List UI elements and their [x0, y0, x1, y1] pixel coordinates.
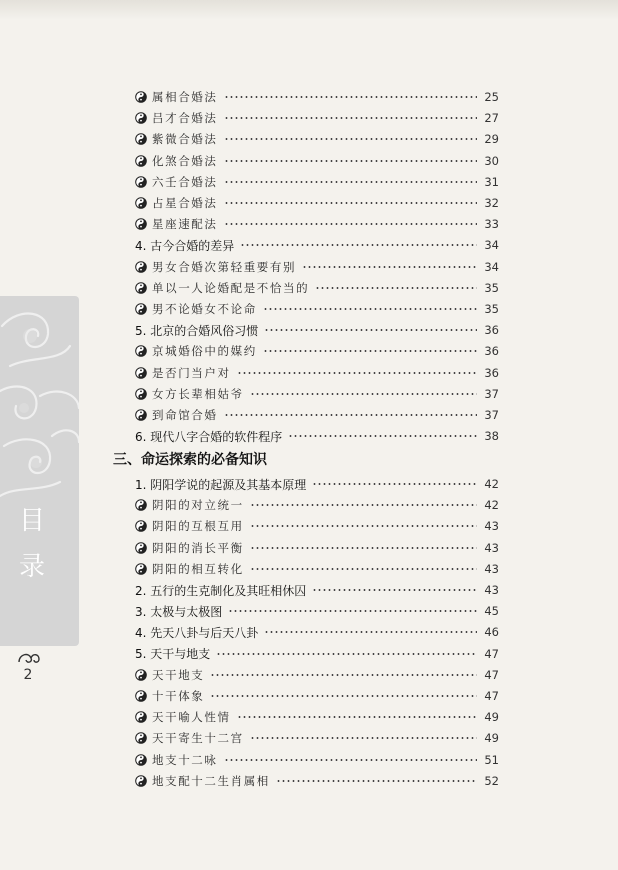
toc-title-char-2: 录 — [18, 552, 45, 582]
folio-ornament-icon — [17, 650, 41, 666]
toc-heading-row — [135, 235, 499, 255]
taiji-bullet-icon — [135, 563, 147, 575]
toc-entry-label: 是否门当户对 — [152, 365, 231, 380]
toc-entry-label: 紫微合婚法 — [152, 132, 218, 147]
toc-entry-label: 天干寄生十二宫 — [152, 731, 244, 746]
dot-leader — [276, 780, 477, 782]
toc-subentry-row — [135, 495, 499, 515]
dot-leader — [216, 653, 477, 655]
toc-entry-label: 六壬合婚法 — [152, 174, 218, 189]
taiji-bullet-icon — [135, 261, 147, 273]
toc-page-number: 25 — [484, 90, 499, 104]
taiji-bullet-icon — [135, 345, 147, 357]
taiji-bullet-icon — [135, 520, 147, 532]
toc-page-number: 35 — [484, 280, 499, 295]
dot-leader — [264, 631, 477, 633]
toc-subentry-row — [135, 665, 499, 685]
taiji-bullet-icon — [135, 388, 147, 400]
dot-leader — [250, 393, 477, 395]
toc-entry-label: 2. 五行的生克制化及其旺相休囚 — [135, 583, 307, 598]
toc-entry-label: 单以一人论婚配是不恰当的 — [152, 280, 310, 295]
toc-entry-label: 阴阳的消长平衡 — [152, 540, 244, 555]
toc-page-number: 42 — [484, 498, 499, 513]
page-top-edge — [0, 0, 618, 20]
taiji-bullet-icon — [135, 197, 147, 209]
toc-page-number: 51 — [484, 752, 499, 767]
toc-page-number: 36 — [484, 365, 499, 380]
toc-subentry-row — [135, 151, 499, 171]
taiji-bullet-icon — [135, 409, 147, 421]
toc-page-number: 34 — [484, 238, 499, 253]
toc-heading-row — [135, 622, 499, 642]
dot-leader — [263, 350, 477, 352]
toc-entry-label: 男不论婚女不论命 — [152, 302, 257, 316]
dot-leader — [224, 202, 478, 204]
taiji-bullet-icon — [135, 176, 147, 188]
dot-leader — [250, 737, 477, 739]
toc-entry-label: 阴阳的相互转化 — [152, 561, 244, 576]
taiji-bullet-icon — [135, 732, 147, 744]
toc-heading-row — [135, 644, 499, 664]
toc-entry-label: 天干地支 — [152, 667, 205, 682]
toc-entry-label: 星座速配法 — [152, 217, 218, 232]
dot-leader — [240, 244, 477, 246]
dot-leader — [264, 329, 477, 331]
toc-entry-label: 4. 先天八卦与后天八卦 — [135, 625, 259, 640]
toc-page-number: 27 — [484, 111, 499, 126]
cloud-pattern-decoration — [0, 296, 79, 646]
side-tab — [0, 296, 79, 646]
toc-subentry-row — [135, 405, 499, 425]
dot-leader — [224, 414, 478, 416]
taiji-bullet-icon — [135, 711, 147, 723]
dot-leader — [224, 181, 478, 183]
taiji-bullet-icon — [135, 155, 147, 167]
taiji-bullet-icon — [135, 112, 147, 124]
taiji-bullet-icon — [135, 499, 147, 511]
toc-page-number: 43 — [484, 561, 499, 576]
toc-subentry-row — [135, 538, 499, 558]
toc-entry-label: 十干体象 — [152, 689, 205, 703]
toc-page-number: 30 — [484, 153, 499, 168]
toc-subentry-row — [135, 299, 499, 319]
toc-page-number: 31 — [484, 174, 499, 189]
taiji-bullet-icon — [135, 303, 147, 315]
toc-page-number: 47 — [484, 646, 499, 661]
toc-entry-label: 地支十二咏 — [152, 752, 218, 767]
toc-page-number: 29 — [484, 132, 499, 147]
toc-page-number: 45 — [484, 604, 499, 619]
taiji-bullet-icon — [135, 542, 147, 554]
dot-leader — [237, 372, 477, 374]
toc-subentry-row — [135, 214, 499, 234]
toc-page-number: 32 — [484, 196, 499, 210]
toc-title-char-1: 目 — [18, 506, 45, 536]
toc-page-number: 37 — [484, 408, 499, 422]
toc-heading-row — [135, 580, 499, 600]
dot-leader — [237, 716, 477, 718]
dot-leader — [224, 160, 478, 162]
toc-heading-row — [135, 426, 499, 446]
dot-leader — [224, 759, 478, 761]
taiji-bullet-icon — [135, 367, 147, 379]
toc-page-number: 33 — [484, 217, 499, 232]
toc-subentry-row — [135, 516, 499, 536]
toc-entry-label: 京城婚俗中的媒约 — [152, 344, 257, 359]
toc-subentry-row — [135, 257, 499, 277]
toc-entry-label: 阴阳的对立统一 — [152, 498, 244, 513]
toc-entry-label: 地支配十二生肖属相 — [152, 773, 270, 788]
taiji-bullet-icon — [135, 690, 147, 702]
taiji-bullet-icon — [135, 91, 147, 103]
toc-entry-label: 属相合婚法 — [152, 90, 218, 104]
toc-subentry-row — [135, 87, 499, 107]
taiji-bullet-icon — [135, 218, 147, 230]
toc-page-number: 43 — [484, 540, 499, 555]
toc-subentry-row — [135, 750, 499, 770]
section-3-title: 三、命运探索的必备知识 — [113, 452, 267, 468]
toc-subentry-row — [135, 728, 499, 748]
toc-subentry-row — [135, 363, 499, 383]
taiji-bullet-icon — [135, 133, 147, 145]
dot-leader — [224, 138, 478, 140]
toc-entry-label: 6. 现代八字合婚的软件程序 — [135, 429, 283, 444]
toc-subentry-row — [135, 341, 499, 361]
toc-page-number: 34 — [484, 259, 499, 274]
toc-page-number: 49 — [484, 710, 499, 725]
toc-entry-label: 到命馆合婚 — [152, 408, 218, 422]
toc-subentry-row — [135, 278, 499, 298]
toc-subentry-row — [135, 559, 499, 579]
toc-entry-label: 3. 太极与太极图 — [135, 604, 223, 619]
toc-page-number: 36 — [484, 344, 499, 359]
toc-entry-label: 化煞合婚法 — [152, 153, 218, 168]
toc-page-number: 46 — [484, 625, 499, 640]
toc-page-number: 38 — [484, 429, 499, 444]
toc-page-number: 37 — [484, 386, 499, 401]
dot-leader — [228, 610, 477, 612]
dot-leader — [250, 547, 477, 549]
dot-leader — [210, 674, 477, 676]
toc-subentry-row — [135, 193, 499, 213]
toc-subentry-row — [135, 384, 499, 404]
taiji-bullet-icon — [135, 754, 147, 766]
dot-leader — [302, 266, 477, 268]
dot-leader — [224, 117, 478, 119]
dot-leader — [288, 435, 477, 437]
toc-page-number: 42 — [484, 477, 499, 491]
dot-leader — [224, 223, 478, 225]
toc-entry-label: 5. 北京的合婚风俗习惯 — [135, 323, 259, 338]
toc-page-number: 43 — [484, 519, 499, 534]
toc-entry-label: 阴阳的互根互用 — [152, 519, 244, 534]
toc-page-number: 35 — [484, 302, 499, 316]
toc-page-number: 36 — [484, 323, 499, 338]
toc-entry-label: 天干喻人性情 — [152, 710, 231, 725]
toc-page-number: 47 — [484, 667, 499, 682]
dot-leader — [224, 96, 478, 98]
toc-page-number: 49 — [484, 731, 499, 746]
toc-page-number: 52 — [484, 773, 499, 788]
toc-subentry-row — [135, 108, 499, 128]
toc-subentry-row — [135, 686, 499, 706]
toc-subentry-row — [135, 172, 499, 192]
taiji-bullet-icon — [135, 775, 147, 787]
toc-entry-label: 女方长辈相姑爷 — [152, 386, 244, 401]
toc-heading-row — [135, 601, 499, 621]
toc-heading-row — [135, 474, 499, 494]
dot-leader — [250, 525, 477, 527]
dot-leader — [210, 695, 477, 697]
dot-leader — [250, 504, 477, 506]
toc-subentry-row — [135, 129, 499, 149]
taiji-bullet-icon — [135, 669, 147, 681]
toc-entry-label: 男女合婚次第轻重要有别 — [152, 259, 297, 274]
taiji-bullet-icon — [135, 282, 147, 294]
toc-entry-label: 占星合婚法 — [152, 196, 218, 210]
toc-entry-label: 4. 古今合婚的差异 — [135, 238, 235, 253]
toc-subentry-row — [135, 707, 499, 727]
dot-leader — [250, 568, 477, 570]
toc-subentry-row — [135, 771, 499, 791]
dot-leader — [315, 287, 477, 289]
dot-leader — [312, 589, 477, 591]
toc-page-number: 47 — [484, 689, 499, 703]
toc-entry-label: 吕才合婚法 — [152, 111, 218, 126]
toc-entry-label: 5. 天干与地支 — [135, 647, 211, 662]
dot-leader — [263, 308, 477, 310]
toc-page-number: 43 — [484, 583, 499, 597]
toc-entry-label: 1. 阴阳学说的起源及其基本原理 — [135, 477, 307, 492]
dot-leader — [312, 483, 477, 485]
toc-heading-row — [135, 320, 499, 340]
page-number: 2 — [23, 667, 33, 683]
